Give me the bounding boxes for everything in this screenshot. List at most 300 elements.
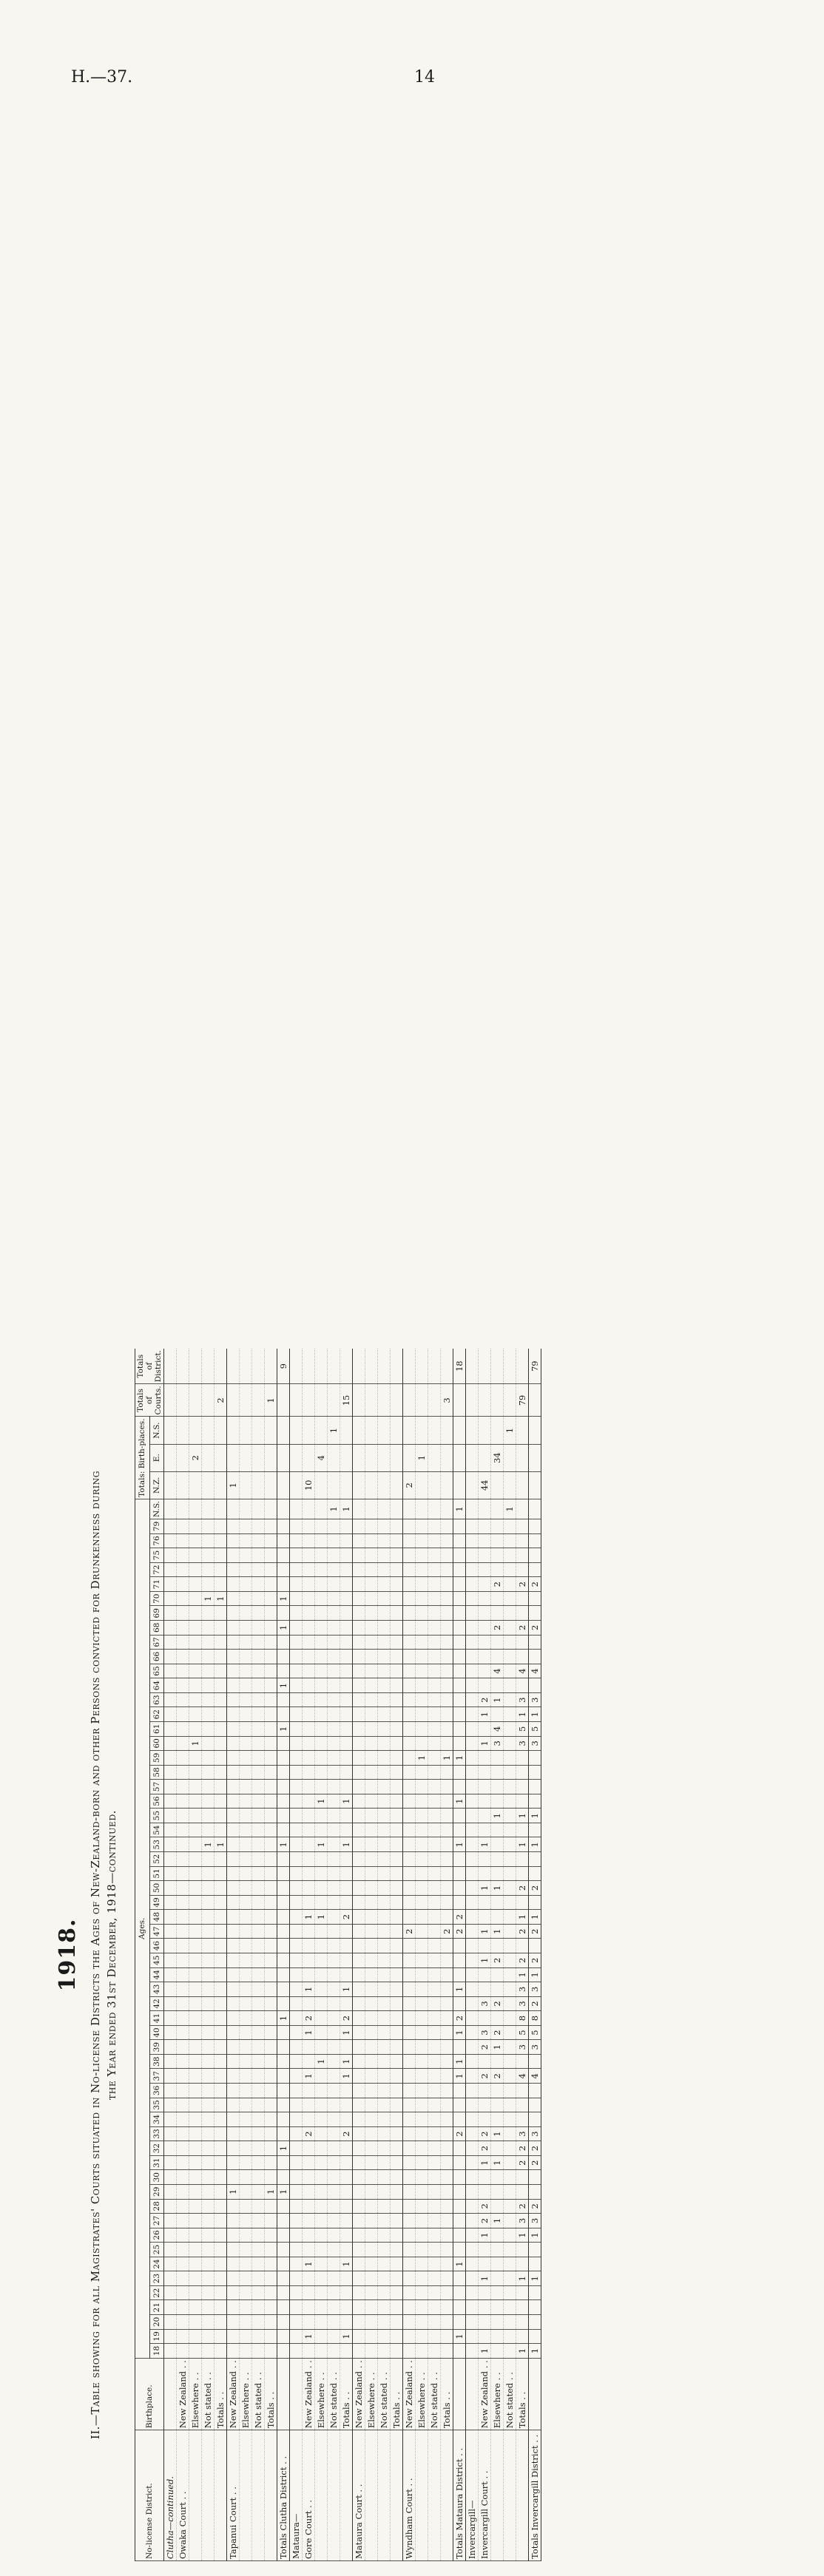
age-count-cell [177,2011,189,2026]
age-count-cell [466,1533,479,1548]
age-count-cell [277,1794,290,1809]
age-count-cell [303,2054,315,2069]
age-count-cell [353,1533,365,1548]
age-count-cell [177,1809,189,1823]
age-count-cell [479,2243,491,2257]
age-count-cell [441,1895,453,1910]
age-count-cell [491,2329,504,2344]
age-count-cell [365,1809,378,1823]
age-count-cell [529,2315,541,2330]
age-count-cell [441,2155,453,2170]
district-cell [365,2430,378,2561]
age-count-cell: 1 [453,1751,466,1766]
age-count-cell [328,2344,340,2359]
district-cell [202,2430,215,2561]
age-count-cell [504,2214,516,2228]
total-nz-cell [215,1471,227,1499]
age-count-cell [416,2344,428,2359]
age-count-cell [315,1707,328,1722]
age-count-cell [403,1591,416,1606]
age-count-cell [215,2315,227,2330]
age-count-cell [403,1722,416,1737]
age-count-cell [328,2069,340,2084]
age-count-cell: 1 [529,1837,541,1852]
age-column-header: 65 [149,1664,164,1678]
total-court-cell [328,1384,340,1417]
age-count-cell [340,1852,353,1867]
age-count-cell: 1 [479,1924,491,1939]
age-count-cell [164,1562,177,1577]
total-elsewhere-cell [252,1444,265,1471]
age-count-cell [403,1650,416,1664]
age-count-cell [340,1533,353,1548]
age-count-cell [391,1678,403,1693]
age-count-cell [227,1577,240,1592]
age-count-cell [378,1707,391,1722]
age-count-cell [378,1765,391,1780]
age-count-cell [416,2228,428,2243]
birthplace-cell: Elsewhere . . [315,2358,328,2430]
age-count-cell [340,2040,353,2055]
age-count-cell [466,2084,479,2098]
age-count-cell [215,2054,227,2069]
age-count-cell [164,1794,177,1809]
age-count-cell [277,1939,290,1953]
total-court-cell: 1 [265,1384,277,1417]
age-count-cell [378,1967,391,1982]
age-count-cell: 4 [529,1664,541,1678]
age-count-cell [303,2155,315,2170]
age-count-cell [529,2257,541,2271]
total-district-cell [164,1349,177,1384]
age-count-cell [164,1692,177,1707]
age-count-cell [428,2069,441,2084]
total-not-stated-cell [391,1417,403,1444]
age-count-cell [428,1924,441,1939]
age-count-cell [215,2141,227,2156]
age-count-cell [479,2054,491,2069]
total-not-stated-cell [215,1417,227,1444]
age-count-cell [491,1548,504,1563]
age-count-cell [353,1765,365,1780]
age-count-cell: 2 [529,1996,541,2011]
age-count-cell: 1 [189,1736,202,1751]
age-count-cell: 2 [516,1621,529,1636]
age-count-cell [290,1837,303,1852]
age-count-cell [202,2243,215,2257]
age-count-cell [441,2040,453,2055]
age-count-cell [265,1621,277,1636]
age-count-cell [491,1606,504,1621]
age-count-cell [303,2141,315,2156]
age-count-cell [365,1621,378,1636]
total-court-cell [303,1384,315,1417]
age-count-cell [164,2214,177,2228]
age-count-cell: 1 [340,1499,353,1519]
age-count-cell [453,1823,466,1837]
age-count-cell [391,1635,403,1650]
total-not-stated-cell [164,1417,177,1444]
age-count-cell [164,1621,177,1636]
age-count-cell [391,1967,403,1982]
age-count-cell [365,2300,378,2315]
age-count-cell [227,1996,240,2011]
age-count-cell [391,2025,403,2040]
age-count-cell [378,1664,391,1678]
age-count-cell [466,1577,479,1592]
age-count-cell [328,2025,340,2040]
age-count-cell [328,1591,340,1606]
total-court-cell [428,1384,441,1417]
page-number: 14 [414,68,435,87]
age-count-cell [328,1809,340,1823]
age-count-cell [290,1707,303,1722]
total-elsewhere-cell [202,1444,215,1471]
age-count-cell [164,1577,177,1592]
age-count-cell: 2 [529,1881,541,1896]
age-count-cell [416,1852,428,1867]
age-count-cell [416,1707,428,1722]
age-count-cell: 2 [529,2141,541,2156]
age-count-cell [365,1982,378,1997]
age-count-cell [365,2025,378,2040]
age-count-cell [252,1895,265,1910]
total-elsewhere-cell: 2 [189,1444,202,1471]
district-cell [391,2430,403,2561]
age-column-header: 28 [149,2199,164,2214]
age-count-cell [202,2315,215,2330]
age-count-cell [428,1606,441,1621]
age-count-cell [252,1650,265,1664]
age-count-cell [416,2040,428,2055]
age-count-cell [215,2084,227,2098]
age-count-cell [227,1635,240,1650]
age-count-cell [328,1562,340,1577]
age-count-cell: 2 [479,2141,491,2156]
age-count-cell [453,1722,466,1737]
district-cell: Invercargill Court . . [479,2430,491,2561]
age-count-cell [428,1967,441,1982]
age-count-cell [428,2243,441,2257]
age-count-cell: 2 [529,1621,541,1636]
age-count-cell [466,1910,479,1925]
age-count-cell [189,1692,202,1707]
age-count-cell [252,2228,265,2243]
age-count-cell [189,1533,202,1548]
age-count-cell [403,1519,416,1534]
age-count-cell [202,2011,215,2026]
age-count-cell [391,1895,403,1910]
age-count-cell [303,1650,315,1664]
age-count-cell: 5 [529,1722,541,1737]
age-count-cell [529,1823,541,1837]
age-count-cell: 3 [529,2214,541,2228]
age-count-cell [491,2054,504,2069]
age-count-cell [416,1895,428,1910]
table-row [328,1349,340,2561]
age-count-cell: 3 [516,2126,529,2141]
age-count-cell [340,1809,353,1823]
age-count-cell: 1 [491,2126,504,2141]
age-count-cell [328,1866,340,1881]
age-count-cell [252,1621,265,1636]
age-count-cell [328,1707,340,1722]
total-nz-cell [353,1471,365,1499]
total-district-cell [215,1349,227,1384]
age-count-cell [441,1982,453,1997]
age-count-cell [189,2271,202,2286]
total-not-stated-cell [252,1417,265,1444]
age-count-cell [504,2285,516,2300]
age-count-cell [353,1895,365,1910]
age-count-cell [303,1548,315,1563]
age-count-cell [315,1621,328,1636]
age-count-cell [227,2344,240,2359]
age-count-cell [303,1823,315,1837]
age-count-cell [315,2257,328,2271]
age-count-cell [328,1895,340,1910]
age-count-cell [189,1866,202,1881]
age-count-cell [466,2257,479,2271]
age-count-cell [177,2271,189,2286]
age-count-cell [391,2141,403,2156]
age-count-cell [164,2141,177,2156]
age-count-cell [353,1910,365,1925]
age-count-cell [403,2126,416,2141]
age-count-cell [529,1794,541,1809]
age-count-cell [353,1780,365,1794]
age-count-cell [340,1751,353,1766]
age-count-cell [290,1692,303,1707]
age-count-cell [479,1866,491,1881]
age-count-cell [328,1664,340,1678]
age-count-cell [328,1924,340,1939]
age-count-cell [428,1722,441,1737]
district-cell [504,2430,516,2561]
age-count-cell [290,2170,303,2185]
birthplace-cell [453,2358,466,2430]
age-count-cell [453,2243,466,2257]
age-count-cell [391,1837,403,1852]
total-district-cell [441,1349,453,1384]
age-count-cell [391,1692,403,1707]
age-count-cell [416,1996,428,2011]
age-count-cell [240,1996,252,2011]
district-cell [441,2430,453,2561]
age-count-cell [315,2170,328,2185]
age-count-cell [252,2257,265,2271]
age-count-cell [303,2243,315,2257]
age-count-cell [403,1751,416,1766]
total-nz-cell [189,1471,202,1499]
age-count-cell [215,2329,227,2344]
age-count-cell [428,1866,441,1881]
age-count-cell [416,2315,428,2330]
age-count-cell [315,2214,328,2228]
age-count-cell [277,1562,290,1577]
age-count-cell [504,2084,516,2098]
age-count-cell: 1 [340,2257,353,2271]
age-count-cell [504,1823,516,1837]
age-count-cell [315,1664,328,1678]
total-court-cell: 3 [441,1384,453,1417]
age-count-cell [529,1635,541,1650]
age-count-cell [215,1809,227,1823]
age-count-cell [416,1664,428,1678]
birthplace-cell [529,2358,541,2430]
age-count-cell [277,1780,290,1794]
age-count-cell [340,1823,353,1837]
age-count-cell [215,2300,227,2315]
age-count-cell [189,1519,202,1534]
age-count-cell: 1 [202,1837,215,1852]
age-count-cell [453,2315,466,2330]
total-nz-cell: 1 [227,1471,240,1499]
age-count-cell [516,1866,529,1881]
age-count-cell [416,1499,428,1519]
age-count-cell: 1 [491,1924,504,1939]
age-count-cell [202,1939,215,1953]
age-count-cell [403,1895,416,1910]
age-count-cell: 1 [516,1837,529,1852]
age-count-cell [504,2271,516,2286]
age-count-cell [277,2170,290,2185]
age-count-cell: 1 [277,1837,290,1852]
age-count-cell [378,1499,391,1519]
birthplace-total-header: N.S. [149,1417,164,1444]
total-not-stated-cell [303,1417,315,1444]
age-count-cell [189,1678,202,1693]
age-count-cell [453,1996,466,2011]
age-count-cell [177,1982,189,1997]
age-count-cell [215,2170,227,2185]
age-count-cell [441,1866,453,1881]
district-cell [340,2430,353,2561]
total-court-cell [416,1384,428,1417]
age-count-cell [202,2025,215,2040]
age-count-cell [453,1895,466,1910]
age-count-cell [416,1548,428,1563]
age-column-header: 53 [149,1837,164,1852]
age-count-cell: 3 [529,2040,541,2055]
age-count-cell [240,2040,252,2055]
age-count-cell [529,1499,541,1519]
age-count-cell [265,2257,277,2271]
total-not-stated-cell: 1 [328,1417,340,1444]
total-nz-cell: 2 [403,1471,416,1499]
age-count-cell [466,2344,479,2359]
age-count-cell [428,2329,441,2344]
age-count-cell: 4 [516,1664,529,1678]
age-count-cell: 1 [516,2271,529,2286]
age-count-cell: 5 [529,2025,541,2040]
age-count-cell [265,1751,277,1766]
age-count-cell [416,1678,428,1693]
age-count-cell [378,2344,391,2359]
age-count-cell [353,1577,365,1592]
total-elsewhere-cell [378,1444,391,1471]
age-count-cell [416,2084,428,2098]
age-count-cell [252,1678,265,1693]
age-count-cell [290,1548,303,1563]
age-count-cell [265,1765,277,1780]
age-count-cell [504,1982,516,1997]
age-count-cell [315,1924,328,1939]
age-count-cell [340,1866,353,1881]
age-count-cell [328,1794,340,1809]
age-count-cell [365,1736,378,1751]
age-count-cell [303,1591,315,1606]
age-count-cell [365,2228,378,2243]
age-count-cell [416,2329,428,2344]
age-count-cell [403,1780,416,1794]
age-count-cell [215,1692,227,1707]
age-count-cell [428,2344,441,2359]
age-count-cell [529,1765,541,1780]
age-count-cell [365,1499,378,1519]
age-count-cell [189,2344,202,2359]
age-count-cell [416,1621,428,1636]
age-count-cell [202,1736,215,1751]
age-count-cell [365,1866,378,1881]
total-district-cell [227,1349,240,1384]
age-count-cell [529,1548,541,1563]
age-count-cell [177,2315,189,2330]
age-count-cell [252,1996,265,2011]
age-count-cell [277,2098,290,2112]
age-count-cell [227,1664,240,1678]
age-count-cell [516,2315,529,2330]
age-count-cell [265,1562,277,1577]
age-count-cell [240,1910,252,1925]
age-count-cell [265,1837,277,1852]
age-count-cell [391,2185,403,2200]
total-not-stated-cell [290,1417,303,1444]
age-count-cell: 2 [340,2011,353,2026]
age-count-cell [177,1562,189,1577]
age-count-cell [504,1606,516,1621]
age-count-cell [265,1852,277,1867]
age-count-cell [315,1722,328,1737]
age-count-cell [177,1866,189,1881]
age-count-cell [303,2098,315,2112]
age-count-cell [416,2170,428,2185]
age-count-cell [491,2271,504,2286]
age-count-cell [215,1707,227,1722]
age-count-cell [265,2271,277,2286]
age-count-cell [202,1722,215,1737]
age-count-cell [303,2112,315,2127]
age-count-cell [164,2155,177,2170]
age-count-cell [466,1548,479,1563]
age-count-cell [252,1562,265,1577]
age-count-cell [315,1533,328,1548]
age-count-cell [441,1910,453,1925]
birthplace-cell [277,2358,290,2430]
age-count-cell [466,2069,479,2084]
age-count-cell: 1 [516,1910,529,1925]
age-column-header: 23 [149,2271,164,2286]
age-count-cell [189,2069,202,2084]
age-count-cell [453,1707,466,1722]
age-count-cell [252,1751,265,1766]
age-count-cell [378,1519,391,1534]
age-count-cell [466,2285,479,2300]
total-district-cell: 79 [529,1349,541,1384]
age-count-cell: 3 [516,1692,529,1707]
age-count-cell: 1 [315,1794,328,1809]
birthplace-total-header: E. [149,1444,164,1471]
